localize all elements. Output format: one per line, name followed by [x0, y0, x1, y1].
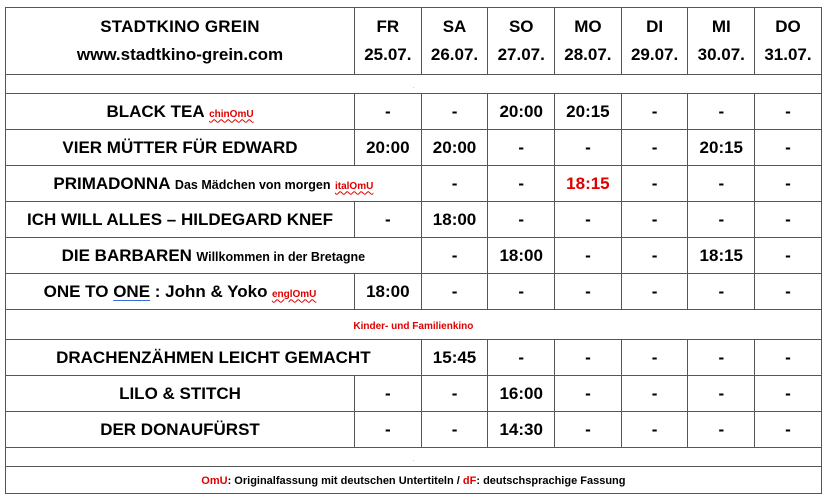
showtime-cell: - [421, 166, 488, 202]
showtime-cell: 18:15 [555, 166, 622, 202]
program-table [5, 7, 822, 494]
showtime-cell: - [355, 202, 422, 238]
day-abbr: FR [376, 17, 400, 36]
film-title: DIE BARBAREN [61, 245, 192, 265]
separator-dot: . [412, 457, 415, 463]
showtime-cell: - [488, 274, 555, 310]
film-title-cell [6, 130, 355, 166]
showtime-cell: 20:15 [555, 94, 622, 130]
showtime-cell: - [688, 340, 755, 376]
table-row [6, 94, 822, 130]
showtime-cell: - [755, 412, 822, 448]
table-row [6, 274, 822, 310]
showtime-cell: - [688, 412, 755, 448]
day-date: 27.07. [497, 45, 545, 64]
showtime-cell: - [488, 340, 555, 376]
showtime-cell: 15:45 [421, 340, 488, 376]
day-abbr: DO [775, 17, 801, 36]
day-date: 25.07. [364, 45, 412, 64]
film-title-post: : John & Yoko [150, 281, 268, 301]
film-title: VIER MÜTTER FÜR EDWARD [62, 137, 298, 157]
film-title: PRIMADONNA [53, 173, 171, 193]
showtime-cell: - [621, 412, 688, 448]
film-subtitle: Willkommen in der Bretagne [196, 249, 366, 264]
separator-row [6, 75, 822, 94]
day-header-mo [555, 8, 622, 75]
showtime-cell: 18:00 [355, 274, 422, 310]
showtime-cell: - [755, 238, 822, 274]
showtime-cell: - [488, 166, 555, 202]
showtime-cell: - [755, 166, 822, 202]
showtime-cell: - [621, 238, 688, 274]
showtime-cell: 20:00 [355, 130, 422, 166]
showtime-cell: - [755, 202, 822, 238]
table-row [6, 412, 822, 448]
showtime-cell: - [421, 376, 488, 412]
showtime-cell: 18:00 [421, 202, 488, 238]
showtime-cell: - [621, 274, 688, 310]
showtime-cell: - [421, 274, 488, 310]
showtime-cell: - [688, 202, 755, 238]
film-language: englOmU [271, 288, 317, 300]
section-label: Kinder- und Familienkino [353, 320, 474, 332]
showtime-cell: - [355, 412, 422, 448]
footer-df-text: : deutschsprachige Fassung [476, 475, 626, 487]
showtime-cell: - [621, 340, 688, 376]
showtime-cell: - [755, 340, 822, 376]
day-date: 29.07. [630, 45, 679, 64]
film-subtitle: Das Mädchen von morgen [174, 177, 331, 192]
table-row [6, 376, 822, 412]
showtime-cell: - [755, 130, 822, 166]
film-title-cell [6, 274, 355, 310]
film-language: italOmU [334, 180, 374, 192]
table-row [6, 130, 822, 166]
showtime-cell: - [421, 412, 488, 448]
showtime-cell: - [421, 94, 488, 130]
separator-row [6, 448, 822, 467]
showtime-cell: 18:00 [488, 238, 555, 274]
showtime-cell: - [688, 376, 755, 412]
showtime-cell: - [355, 94, 422, 130]
showtime-cell: - [555, 202, 622, 238]
separator-dot: . [412, 84, 415, 90]
film-title-one: ONE [113, 281, 151, 301]
day-header-mi [688, 8, 755, 75]
showtime-cell: 20:15 [688, 130, 755, 166]
day-header-do [755, 8, 822, 75]
showtime-cell: - [355, 376, 422, 412]
film-title-cell [6, 166, 422, 202]
showtime-cell: - [621, 166, 688, 202]
showtime-cell: - [488, 202, 555, 238]
showtime-cell: 14:30 [488, 412, 555, 448]
film-title: LILO & STITCH [119, 383, 241, 403]
showtime-cell: - [488, 130, 555, 166]
footer-omu-abbr: OmU [201, 475, 228, 487]
day-abbr: DI [646, 17, 664, 36]
showtime-cell: - [755, 376, 822, 412]
showtime-cell: 20:00 [488, 94, 555, 130]
table-row [6, 202, 822, 238]
showtime-cell: - [688, 94, 755, 130]
section-row [6, 310, 822, 340]
film-title: DER DONAUFÜRST [100, 419, 260, 439]
footer-omu-text: : Originalfassung mit deutschen Untertiteln / [227, 475, 463, 487]
day-abbr: MO [574, 17, 602, 36]
cinema-url-link[interactable]: www.stadtkino-grein.com [76, 45, 284, 64]
showtime-cell: - [555, 412, 622, 448]
header-row [6, 8, 822, 75]
showtime-cell: 20:00 [421, 130, 488, 166]
film-title: BLACK TEA [106, 101, 205, 121]
film-title-cell [6, 94, 355, 130]
table-row [6, 166, 822, 202]
day-header-di [621, 8, 688, 75]
showtime-cell: - [555, 274, 622, 310]
showtime-cell: 18:15 [688, 238, 755, 274]
film-title-cell [6, 340, 422, 376]
table-row [6, 238, 822, 274]
film-title-cell [6, 202, 355, 238]
showtime-cell: - [621, 94, 688, 130]
showtime-cell: - [688, 166, 755, 202]
day-date: 31.07. [764, 45, 812, 64]
showtime-cell: - [621, 130, 688, 166]
film-title-cell [6, 376, 355, 412]
showtime-cell: - [555, 238, 622, 274]
film-title: DRACHENZÄHMEN LEICHT GEMACHT [56, 347, 371, 367]
showtime-cell: - [755, 274, 822, 310]
day-date: 28.07. [564, 45, 612, 64]
table-row [6, 340, 822, 376]
day-header-fr [355, 8, 422, 75]
cinema-info-cell [6, 8, 355, 75]
showtime-cell: - [755, 94, 822, 130]
showtime-cell: - [555, 376, 622, 412]
showtime-cell: - [621, 376, 688, 412]
showtime-cell: - [621, 202, 688, 238]
day-header-sa [421, 8, 488, 75]
footer-row [6, 467, 822, 494]
footer-df-abbr: dF [462, 475, 477, 487]
film-title-cell [6, 412, 355, 448]
day-header-so [488, 8, 555, 75]
film-title: ICH WILL ALLES – HILDEGARD KNEF [27, 209, 333, 229]
film-language: chinOmU [209, 108, 254, 120]
showtime-cell: - [688, 274, 755, 310]
day-abbr: SA [442, 17, 467, 36]
showtime-cell: - [555, 130, 622, 166]
showtime-cell: - [421, 238, 488, 274]
day-date: 26.07. [430, 45, 479, 64]
film-title-cell [6, 238, 422, 274]
day-abbr: SO [508, 17, 534, 36]
showtime-cell: 16:00 [488, 376, 555, 412]
film-title-pre: ONE TO [43, 281, 114, 301]
cinema-name: STADTKINO GREIN [100, 17, 260, 36]
day-date: 30.07. [697, 45, 745, 64]
day-abbr: MI [711, 17, 731, 36]
showtime-cell: - [555, 340, 622, 376]
